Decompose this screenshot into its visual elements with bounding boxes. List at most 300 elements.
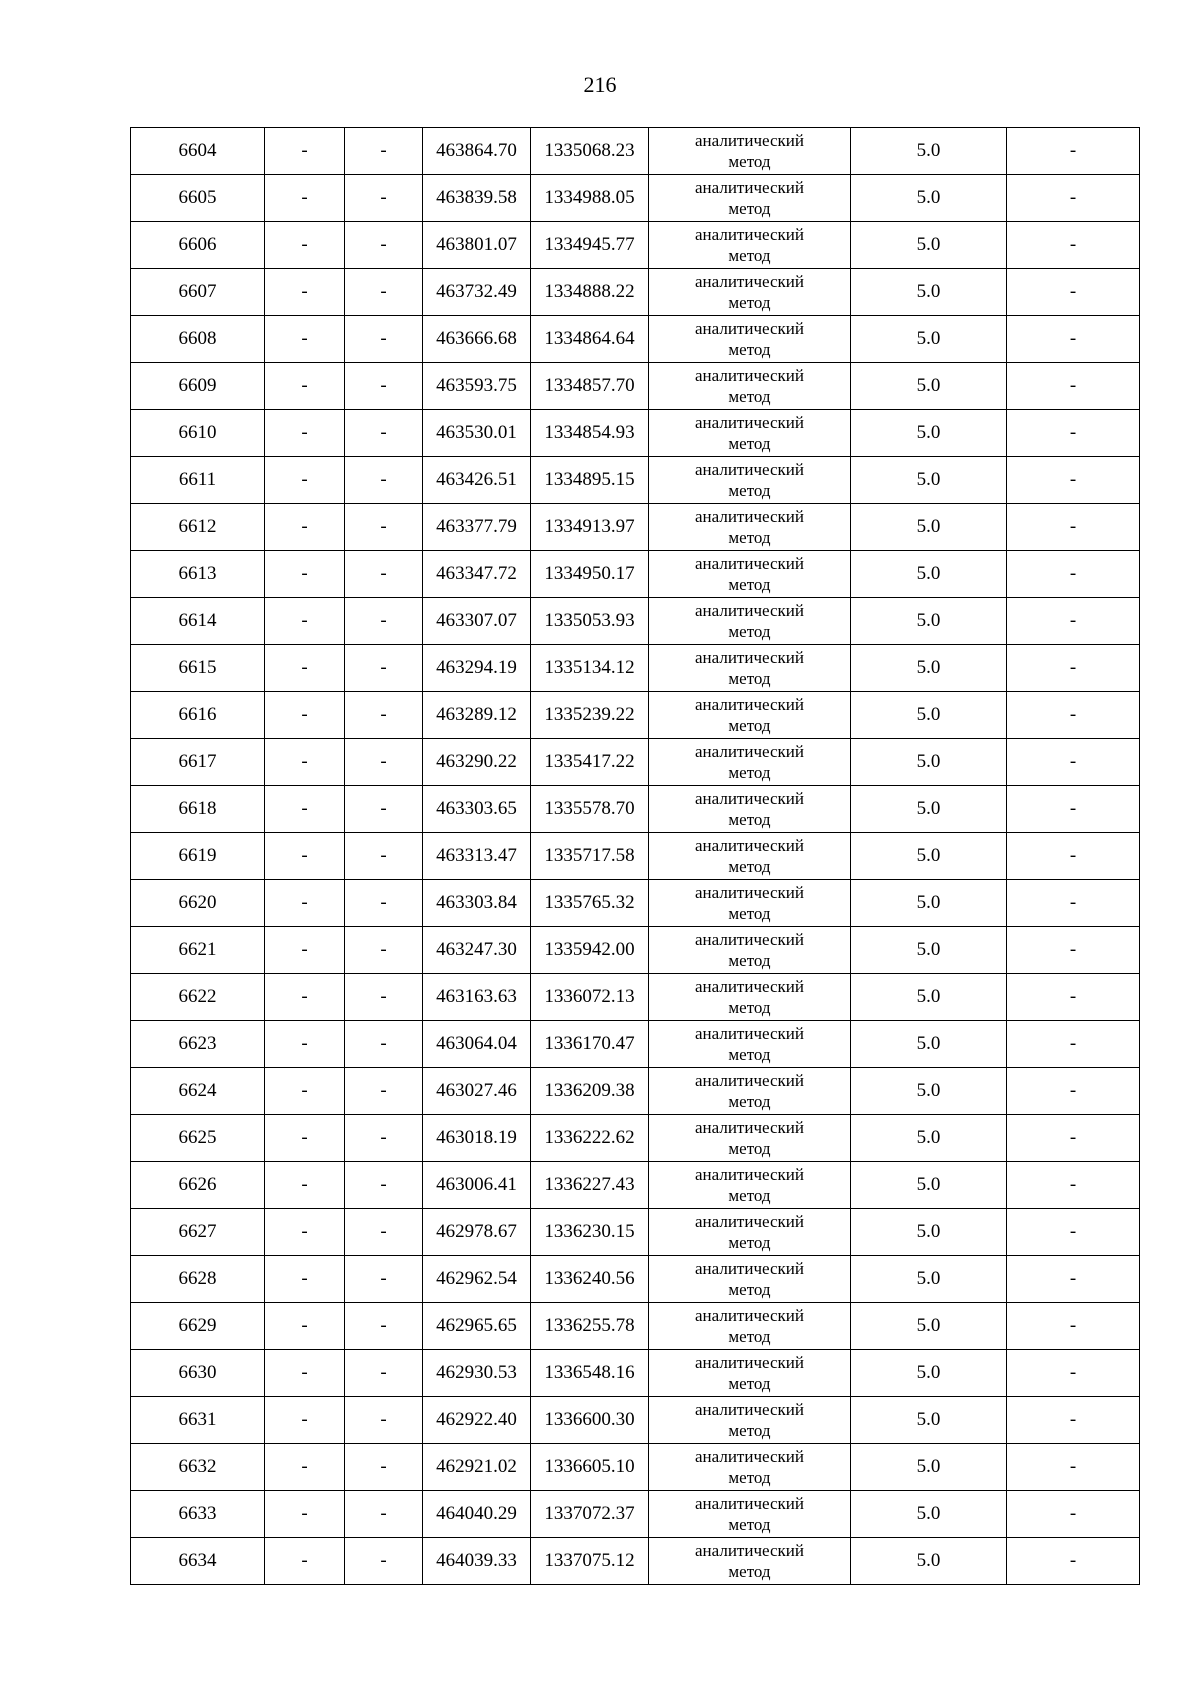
coord-y-cell: 1336240.56: [531, 1256, 649, 1303]
empty-cell-2: -: [265, 833, 345, 880]
coord-y-cell: 1335417.22: [531, 739, 649, 786]
point-number-cell: 6610: [131, 410, 265, 457]
empty-cell-2: -: [265, 175, 345, 222]
coord-y-cell: 1336227.43: [531, 1162, 649, 1209]
method-text-line: аналитический: [695, 178, 804, 197]
empty-cell-8: -: [1007, 1491, 1140, 1538]
empty-cell-2: -: [265, 1068, 345, 1115]
method-cell: [649, 175, 851, 222]
table-row: [131, 1397, 1140, 1444]
method-text-line: аналитический: [695, 460, 804, 479]
error-cell: 5.0: [851, 175, 1007, 222]
error-cell: 5.0: [851, 880, 1007, 927]
coord-y-cell: 1335717.58: [531, 833, 649, 880]
table-row: [131, 128, 1140, 175]
coord-y-cell: 1336255.78: [531, 1303, 649, 1350]
coord-y-cell: 1335942.00: [531, 927, 649, 974]
method-cell: [649, 410, 851, 457]
empty-cell-2: -: [265, 1444, 345, 1491]
method-text-line: аналитический: [695, 1400, 804, 1419]
empty-cell-8: -: [1007, 598, 1140, 645]
empty-cell-8: -: [1007, 1162, 1140, 1209]
coord-x-cell: 463303.65: [423, 786, 531, 833]
empty-cell-2: -: [265, 1491, 345, 1538]
table-row: [131, 1162, 1140, 1209]
method-cell: [649, 1303, 851, 1350]
method-text-line: метод: [728, 716, 771, 735]
empty-cell-2: -: [265, 1162, 345, 1209]
method-cell: [649, 269, 851, 316]
method-text-line: метод: [728, 575, 771, 594]
error-cell: 5.0: [851, 645, 1007, 692]
coord-y-cell: 1337072.37: [531, 1491, 649, 1538]
method-cell: [649, 222, 851, 269]
empty-cell-3: -: [345, 833, 423, 880]
error-cell: 5.0: [851, 1256, 1007, 1303]
empty-cell-3: -: [345, 786, 423, 833]
error-cell: 5.0: [851, 316, 1007, 363]
method-text-line: метод: [728, 1374, 771, 1393]
empty-cell-2: -: [265, 1350, 345, 1397]
method-text-line: аналитический: [695, 131, 804, 150]
point-number-cell: 6612: [131, 504, 265, 551]
point-number-cell: 6618: [131, 786, 265, 833]
error-cell: 5.0: [851, 410, 1007, 457]
method-cell: [649, 645, 851, 692]
empty-cell-3: -: [345, 222, 423, 269]
method-text-line: аналитический: [695, 836, 804, 855]
method-cell: [649, 1538, 851, 1585]
table-row: [131, 1115, 1140, 1162]
empty-cell-2: -: [265, 974, 345, 1021]
coord-x-cell: 463064.04: [423, 1021, 531, 1068]
coord-x-cell: 463377.79: [423, 504, 531, 551]
point-number-cell: 6628: [131, 1256, 265, 1303]
coord-y-cell: 1334895.15: [531, 457, 649, 504]
empty-cell-8: -: [1007, 1256, 1140, 1303]
coord-y-cell: 1334913.97: [531, 504, 649, 551]
coord-y-cell: 1336605.10: [531, 1444, 649, 1491]
point-number-cell: 6626: [131, 1162, 265, 1209]
method-text-line: аналитический: [695, 366, 804, 385]
table-row: [131, 175, 1140, 222]
table-row: [131, 504, 1140, 551]
empty-cell-3: -: [345, 504, 423, 551]
empty-cell-3: -: [345, 410, 423, 457]
table-row: [131, 410, 1140, 457]
empty-cell-3: -: [345, 128, 423, 175]
point-number-cell: 6613: [131, 551, 265, 598]
empty-cell-8: -: [1007, 1021, 1140, 1068]
error-cell: 5.0: [851, 833, 1007, 880]
empty-cell-3: -: [345, 457, 423, 504]
method-text-line: метод: [728, 904, 771, 923]
coord-x-cell: 464039.33: [423, 1538, 531, 1585]
method-text-line: метод: [728, 763, 771, 782]
table-row: [131, 786, 1140, 833]
method-text-line: метод: [728, 1139, 771, 1158]
coord-y-cell: 1336600.30: [531, 1397, 649, 1444]
empty-cell-8: -: [1007, 692, 1140, 739]
coord-y-cell: 1334945.77: [531, 222, 649, 269]
empty-cell-2: -: [265, 457, 345, 504]
error-cell: 5.0: [851, 974, 1007, 1021]
empty-cell-2: -: [265, 269, 345, 316]
error-cell: 5.0: [851, 1068, 1007, 1115]
method-cell: [649, 974, 851, 1021]
error-cell: 5.0: [851, 269, 1007, 316]
coord-y-cell: 1334854.93: [531, 410, 649, 457]
coord-x-cell: 463347.72: [423, 551, 531, 598]
method-text-line: аналитический: [695, 1212, 804, 1231]
method-text-line: аналитический: [695, 1118, 804, 1137]
method-text-line: аналитический: [695, 1541, 804, 1560]
error-cell: 5.0: [851, 1444, 1007, 1491]
point-number-cell: 6623: [131, 1021, 265, 1068]
coord-x-cell: 462978.67: [423, 1209, 531, 1256]
error-cell: 5.0: [851, 927, 1007, 974]
empty-cell-8: -: [1007, 927, 1140, 974]
empty-cell-2: -: [265, 222, 345, 269]
empty-cell-3: -: [345, 1115, 423, 1162]
coord-y-cell: 1335134.12: [531, 645, 649, 692]
coord-y-cell: 1335578.70: [531, 786, 649, 833]
coord-x-cell: 463839.58: [423, 175, 531, 222]
empty-cell-8: -: [1007, 175, 1140, 222]
point-number-cell: 6615: [131, 645, 265, 692]
point-number-cell: 6616: [131, 692, 265, 739]
point-number-cell: 6607: [131, 269, 265, 316]
coord-x-cell: 463801.07: [423, 222, 531, 269]
empty-cell-2: -: [265, 363, 345, 410]
point-number-cell: 6606: [131, 222, 265, 269]
point-number-cell: 6629: [131, 1303, 265, 1350]
table-row: [131, 1491, 1140, 1538]
method-cell: [649, 1021, 851, 1068]
method-text-line: метод: [728, 481, 771, 500]
method-text-line: метод: [728, 293, 771, 312]
method-cell: [649, 927, 851, 974]
method-cell: [649, 786, 851, 833]
coord-y-cell: 1337075.12: [531, 1538, 649, 1585]
empty-cell-3: -: [345, 1444, 423, 1491]
coord-x-cell: 463018.19: [423, 1115, 531, 1162]
method-text-line: метод: [728, 246, 771, 265]
method-text-line: аналитический: [695, 695, 804, 714]
empty-cell-2: -: [265, 1021, 345, 1068]
point-number-cell: 6622: [131, 974, 265, 1021]
method-text-line: аналитический: [695, 554, 804, 573]
coord-y-cell: 1334857.70: [531, 363, 649, 410]
empty-cell-2: -: [265, 598, 345, 645]
empty-cell-3: -: [345, 1021, 423, 1068]
empty-cell-3: -: [345, 1162, 423, 1209]
error-cell: 5.0: [851, 1303, 1007, 1350]
empty-cell-8: -: [1007, 833, 1140, 880]
coord-y-cell: 1334988.05: [531, 175, 649, 222]
empty-cell-3: -: [345, 1350, 423, 1397]
empty-cell-2: -: [265, 316, 345, 363]
table-row: [131, 1068, 1140, 1115]
coord-y-cell: 1336230.15: [531, 1209, 649, 1256]
empty-cell-8: -: [1007, 316, 1140, 363]
coord-x-cell: 462921.02: [423, 1444, 531, 1491]
empty-cell-2: -: [265, 1209, 345, 1256]
empty-cell-3: -: [345, 1491, 423, 1538]
empty-cell-3: -: [345, 269, 423, 316]
empty-cell-2: -: [265, 504, 345, 551]
table-row: [131, 1303, 1140, 1350]
table-row: [131, 974, 1140, 1021]
table-row: [131, 739, 1140, 786]
error-cell: 5.0: [851, 786, 1007, 833]
point-number-cell: 6627: [131, 1209, 265, 1256]
empty-cell-8: -: [1007, 222, 1140, 269]
method-text-line: метод: [728, 152, 771, 171]
coord-x-cell: 463426.51: [423, 457, 531, 504]
point-number-cell: 6611: [131, 457, 265, 504]
empty-cell-8: -: [1007, 1538, 1140, 1585]
table-row: [131, 1021, 1140, 1068]
method-text-line: метод: [728, 1515, 771, 1534]
coord-x-cell: 463163.63: [423, 974, 531, 1021]
empty-cell-2: -: [265, 1303, 345, 1350]
method-text-line: метод: [728, 1327, 771, 1346]
coord-y-cell: 1336209.38: [531, 1068, 649, 1115]
method-text-line: метод: [728, 528, 771, 547]
method-cell: [649, 1115, 851, 1162]
table-row: [131, 1444, 1140, 1491]
method-text-line: аналитический: [695, 413, 804, 432]
method-text-line: метод: [728, 1562, 771, 1581]
error-cell: 5.0: [851, 128, 1007, 175]
coord-y-cell: 1335765.32: [531, 880, 649, 927]
empty-cell-8: -: [1007, 739, 1140, 786]
method-cell: [649, 1491, 851, 1538]
method-text-line: метод: [728, 1421, 771, 1440]
point-number-cell: 6625: [131, 1115, 265, 1162]
error-cell: 5.0: [851, 1021, 1007, 1068]
empty-cell-3: -: [345, 551, 423, 598]
table-row: [131, 1209, 1140, 1256]
coord-y-cell: 1334950.17: [531, 551, 649, 598]
error-cell: 5.0: [851, 551, 1007, 598]
method-cell: [649, 1068, 851, 1115]
empty-cell-3: -: [345, 880, 423, 927]
coord-x-cell: 463593.75: [423, 363, 531, 410]
point-number-cell: 6604: [131, 128, 265, 175]
empty-cell-3: -: [345, 1256, 423, 1303]
coord-x-cell: 463666.68: [423, 316, 531, 363]
method-text-line: аналитический: [695, 977, 804, 996]
method-cell: [649, 739, 851, 786]
method-text-line: метод: [728, 1468, 771, 1487]
method-text-line: аналитический: [695, 1071, 804, 1090]
method-text-line: аналитический: [695, 1494, 804, 1513]
error-cell: 5.0: [851, 1491, 1007, 1538]
empty-cell-3: -: [345, 1538, 423, 1585]
empty-cell-3: -: [345, 1068, 423, 1115]
empty-cell-2: -: [265, 739, 345, 786]
point-number-cell: 6624: [131, 1068, 265, 1115]
point-number-cell: 6619: [131, 833, 265, 880]
method-text-line: аналитический: [695, 742, 804, 761]
error-cell: 5.0: [851, 739, 1007, 786]
coord-y-cell: 1334888.22: [531, 269, 649, 316]
method-text-line: метод: [728, 1233, 771, 1252]
table-row: [131, 1538, 1140, 1585]
empty-cell-8: -: [1007, 1068, 1140, 1115]
table-row: [131, 1256, 1140, 1303]
method-cell: [649, 1350, 851, 1397]
error-cell: 5.0: [851, 1350, 1007, 1397]
empty-cell-3: -: [345, 692, 423, 739]
point-number-cell: 6631: [131, 1397, 265, 1444]
point-number-cell: 6632: [131, 1444, 265, 1491]
table-row: [131, 833, 1140, 880]
empty-cell-8: -: [1007, 1397, 1140, 1444]
method-text-line: аналитический: [695, 648, 804, 667]
empty-cell-2: -: [265, 551, 345, 598]
coord-y-cell: 1335053.93: [531, 598, 649, 645]
method-text-line: метод: [728, 199, 771, 218]
method-text-line: метод: [728, 340, 771, 359]
empty-cell-8: -: [1007, 551, 1140, 598]
coord-x-cell: 463289.12: [423, 692, 531, 739]
error-cell: 5.0: [851, 1538, 1007, 1585]
empty-cell-3: -: [345, 1303, 423, 1350]
point-number-cell: 6634: [131, 1538, 265, 1585]
method-text-line: аналитический: [695, 1447, 804, 1466]
method-cell: [649, 1256, 851, 1303]
page-number: 216: [583, 72, 617, 97]
coord-y-cell: 1335068.23: [531, 128, 649, 175]
point-number-cell: 6608: [131, 316, 265, 363]
empty-cell-3: -: [345, 316, 423, 363]
coord-x-cell: 462965.65: [423, 1303, 531, 1350]
table-row: [131, 457, 1140, 504]
coord-x-cell: 464040.29: [423, 1491, 531, 1538]
table-row: [131, 1350, 1140, 1397]
empty-cell-8: -: [1007, 880, 1140, 927]
empty-cell-2: -: [265, 410, 345, 457]
empty-cell-8: -: [1007, 1209, 1140, 1256]
coord-x-cell: 463247.30: [423, 927, 531, 974]
method-text-line: метод: [728, 951, 771, 970]
method-text-line: метод: [728, 1092, 771, 1111]
table-row: [131, 645, 1140, 692]
empty-cell-2: -: [265, 692, 345, 739]
error-cell: 5.0: [851, 363, 1007, 410]
method-cell: [649, 504, 851, 551]
empty-cell-3: -: [345, 175, 423, 222]
coord-y-cell: 1336548.16: [531, 1350, 649, 1397]
coord-y-cell: 1335239.22: [531, 692, 649, 739]
empty-cell-8: -: [1007, 269, 1140, 316]
point-number-cell: 6617: [131, 739, 265, 786]
method-text-line: аналитический: [695, 601, 804, 620]
method-text-line: аналитический: [695, 1165, 804, 1184]
method-text-line: аналитический: [695, 225, 804, 244]
empty-cell-8: -: [1007, 786, 1140, 833]
empty-cell-3: -: [345, 598, 423, 645]
method-text-line: аналитический: [695, 789, 804, 808]
table-row: [131, 927, 1140, 974]
empty-cell-2: -: [265, 1397, 345, 1444]
point-number-cell: 6621: [131, 927, 265, 974]
coord-x-cell: 463307.07: [423, 598, 531, 645]
empty-cell-2: -: [265, 786, 345, 833]
method-cell: [649, 598, 851, 645]
method-text-line: метод: [728, 998, 771, 1017]
table-row: [131, 880, 1140, 927]
empty-cell-8: -: [1007, 974, 1140, 1021]
point-number-cell: 6630: [131, 1350, 265, 1397]
method-text-line: аналитический: [695, 1024, 804, 1043]
method-cell: [649, 1209, 851, 1256]
empty-cell-3: -: [345, 645, 423, 692]
method-text-line: аналитический: [695, 1306, 804, 1325]
empty-cell-8: -: [1007, 645, 1140, 692]
coord-x-cell: 463006.41: [423, 1162, 531, 1209]
coord-y-cell: 1336170.47: [531, 1021, 649, 1068]
empty-cell-2: -: [265, 1538, 345, 1585]
coord-x-cell: 462962.54: [423, 1256, 531, 1303]
empty-cell-8: -: [1007, 1115, 1140, 1162]
method-text-line: аналитический: [695, 319, 804, 338]
point-number-cell: 6605: [131, 175, 265, 222]
method-cell: [649, 457, 851, 504]
coord-x-cell: 463864.70: [423, 128, 531, 175]
method-text-line: метод: [728, 810, 771, 829]
table-row: [131, 316, 1140, 363]
empty-cell-3: -: [345, 974, 423, 1021]
method-cell: [649, 551, 851, 598]
table-row: [131, 222, 1140, 269]
method-text-line: метод: [728, 857, 771, 876]
method-text-line: метод: [728, 1186, 771, 1205]
coord-x-cell: 463294.19: [423, 645, 531, 692]
coordinates-table: [130, 127, 1140, 1585]
method-cell: [649, 692, 851, 739]
empty-cell-2: -: [265, 880, 345, 927]
error-cell: 5.0: [851, 1209, 1007, 1256]
coord-y-cell: 1336222.62: [531, 1115, 649, 1162]
method-cell: [649, 1444, 851, 1491]
method-text-line: метод: [728, 1045, 771, 1064]
method-text-line: аналитический: [695, 930, 804, 949]
table-row: [131, 598, 1140, 645]
method-cell: [649, 1397, 851, 1444]
empty-cell-3: -: [345, 927, 423, 974]
coord-x-cell: 463313.47: [423, 833, 531, 880]
method-text-line: метод: [728, 1280, 771, 1299]
method-text-line: аналитический: [695, 1259, 804, 1278]
empty-cell-8: -: [1007, 410, 1140, 457]
method-text-line: метод: [728, 622, 771, 641]
empty-cell-8: -: [1007, 504, 1140, 551]
method-cell: [649, 363, 851, 410]
coord-y-cell: 1334864.64: [531, 316, 649, 363]
empty-cell-3: -: [345, 739, 423, 786]
error-cell: 5.0: [851, 692, 1007, 739]
empty-cell-8: -: [1007, 1303, 1140, 1350]
coord-y-cell: 1336072.13: [531, 974, 649, 1021]
empty-cell-8: -: [1007, 363, 1140, 410]
point-number-cell: 6633: [131, 1491, 265, 1538]
coord-x-cell: 463303.84: [423, 880, 531, 927]
coord-x-cell: 463027.46: [423, 1068, 531, 1115]
